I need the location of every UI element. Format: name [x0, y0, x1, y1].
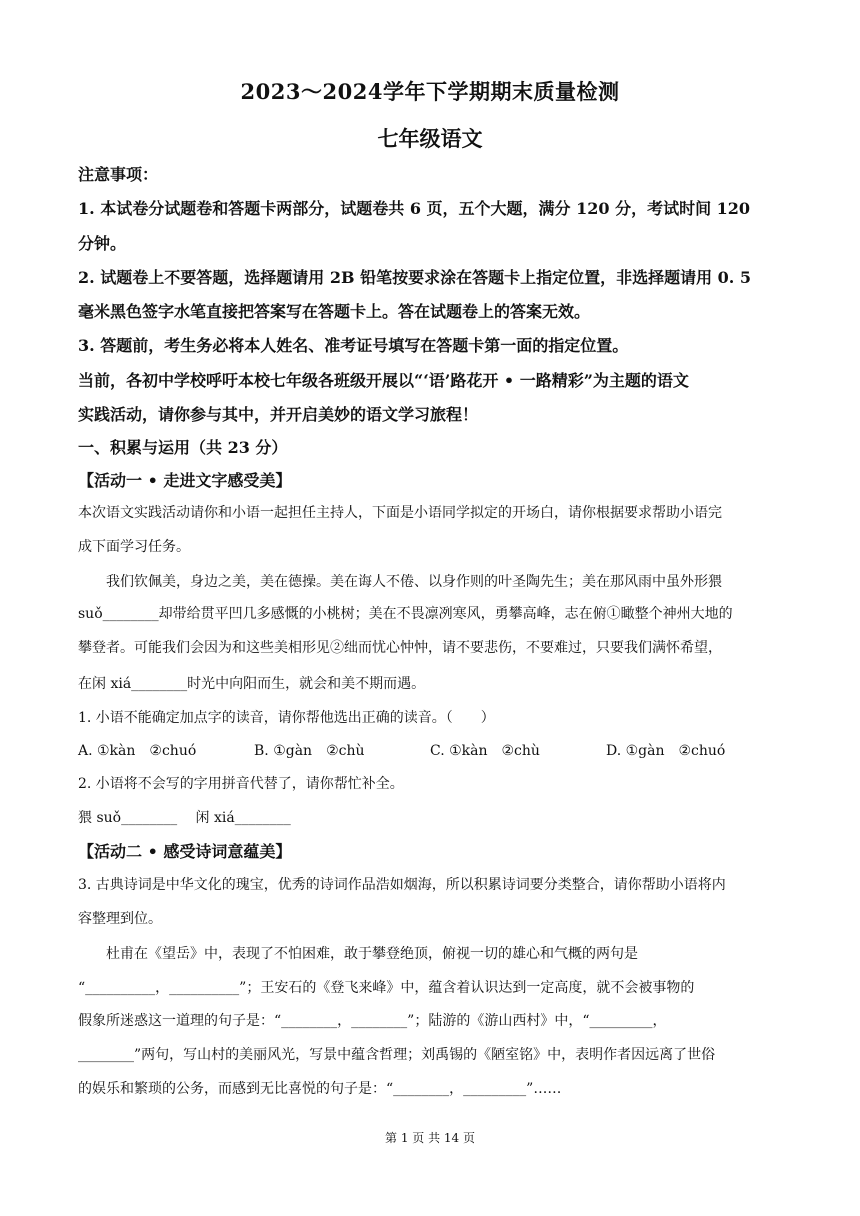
passage-line-4: 在闲 xiá________时光中向阳而生，就会和美不期而遇。 [78, 676, 426, 692]
page-footer: 第 1 页 共 14 页 [385, 1131, 475, 1145]
section-1-heading: 一、积累与运用（共 23 分） [78, 438, 288, 457]
question-1: 1. 小语不能确定加点字的读音，请你帮他选出正确的读音。（ ） [78, 710, 495, 726]
passage-line-2: suǒ________却带给贯平凹几多感慨的小桃树；美在不畏凛冽寒风，勇攀高峰，志在俯①瞰整个神州大地的 [78, 606, 733, 622]
activity-1-desc-a: 本次语文实践活动请你和小语一起担任主持人，下面是小语同学拟定的开场白，请你根据要求帮助小语完 [78, 505, 722, 521]
question-3-para-1: 杜甫在《望岳》中，表现了不怕困难，敢于攀登绝顶，俯视一切的雄心和气概的两句是 [106, 946, 638, 962]
exam-subtitle: 七年级语文 [377, 126, 483, 151]
activity-2-heading: 【活动二 • 感受诗词意蕴美】 [78, 842, 292, 861]
notice-2b: 毫米黑色签字水笔直接把答案写在答题卡上。答在试题卷上的答案无效。 [78, 302, 591, 321]
notice-title: 注意事项： [78, 165, 159, 184]
q1-option-b[interactable]: B. ①gàn ②chù [254, 743, 365, 759]
question-3-para-4[interactable]: ________”两句，写山村的美丽风光，写景中蕴含哲理；刘禹锡的《陋室铭》中，表明作者因远离了世俗 [78, 1047, 716, 1063]
q1-option-c[interactable]: C. ①kàn ②chù [430, 743, 540, 759]
notice-2a: 2. 试题卷上不要答题，选择题请用 2B 铅笔按要求涂在答题卡上指定位置，非选择题请用 0. 5 [78, 268, 752, 287]
passage-line-1: 我们钦佩美，身边之美，美在德操。美在诲人不倦、以身作则的叶圣陶先生；美在那风雨中虽外形猥 [106, 574, 722, 590]
intro-a: 当前，各初中学校呼吁本校七年级各班级开展以“‘语’路花开 • 一路精彩”为主题的语文 [78, 371, 689, 390]
intro-b: 实践活动，请你参与其中，并开启美妙的语文学习旅程！ [78, 405, 479, 424]
question-2: 2. 小语将不会写的字用拼音代替了，请你帮忙补全。 [78, 776, 404, 792]
question-3-para-2[interactable]: “__________，__________”；王安石的《登飞来峰》中，蕴含着认识达到一定高度，就不会被事物的 [78, 980, 695, 996]
question-3-para-3[interactable]: 假象所迷惑这一道理的句子是：“________，________”；陆游的《游山西村》中，“_________， [78, 1013, 667, 1029]
exam-title: 2023～2024学年下学期期末质量检测 [240, 79, 620, 104]
passage-line-3: 攀登者。可能我们会因为和这些美相形见②绌而忧心忡忡，请不要悲伤，不要难过，只要我们满怀希望， [78, 640, 722, 656]
notice-1b: 分钟。 [78, 234, 127, 253]
question-3a: 3. 古典诗词是中华文化的瑰宝，优秀的诗词作品浩如烟海，所以积累诗词要分类整合，请你帮助小语将内 [78, 877, 726, 893]
question-2-blanks[interactable]: 猥 suǒ________ 闲 xiá________ [78, 810, 291, 826]
activity-1-heading: 【活动一 • 走进文字感受美】 [78, 471, 292, 490]
question-3-para-5[interactable]: 的娱乐和繁琐的公务，而感到无比喜悦的句子是：“________，_________”…… [78, 1081, 562, 1097]
question-3b: 容整理到位。 [78, 911, 162, 927]
q1-option-d[interactable]: D. ①gàn ②chuó [606, 743, 726, 759]
notice-1a: 1. 本试卷分试题卷和答题卡两部分，试题卷共 6 页，五个大题，满分 120 分，考试时间 120 [78, 199, 751, 218]
activity-1-desc-b: 成下面学习任务。 [78, 539, 190, 555]
q1-option-a[interactable]: A. ①kàn ②chuó [78, 743, 197, 759]
notice-3: 3. 答题前，考生务必将本人姓名、准考证号填写在答题卡第一面的指定位置。 [78, 336, 629, 355]
